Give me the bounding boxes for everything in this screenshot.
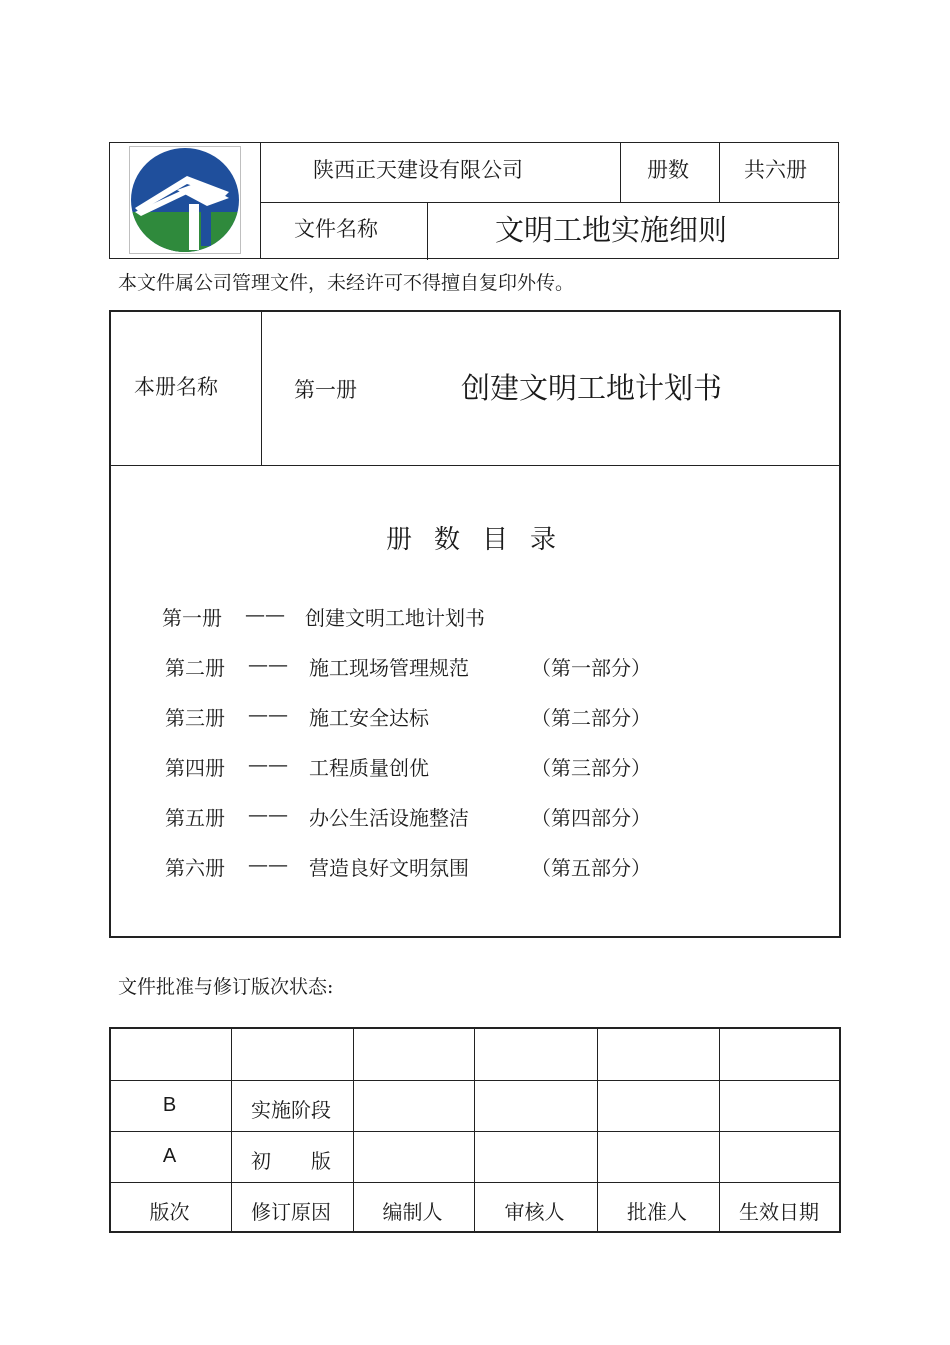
toc-item-dash: ——: [248, 702, 288, 726]
toc-item-name: 工程质量创优: [309, 756, 429, 780]
toc-item-volume: 第四册: [165, 756, 225, 780]
confidentiality-notice: 本文件属公司管理文件，未经许可不得擅自复印外传。: [118, 272, 575, 294]
revision-header-cell: 修订原因: [251, 1200, 331, 1224]
toc-item-volume: 第六册: [165, 856, 225, 880]
toc-item-name: 施工安全达标: [309, 706, 429, 730]
revision-label: 文件批准与修订版次状态:: [118, 976, 334, 998]
toc-item-dash: ——: [248, 652, 288, 676]
toc-item: [0, 852, 950, 880]
toc-item-part: （第五部分）: [531, 856, 651, 880]
toc-item-name: 办公生活设施整洁: [309, 806, 469, 830]
revision-header-cell: 版次: [149, 1200, 190, 1224]
toc-item-part: （第三部分）: [531, 756, 651, 780]
doc-name: 文明工地实施细则: [495, 213, 728, 247]
toc-item-volume: 第三册: [165, 706, 225, 730]
toc-item: [0, 602, 950, 630]
revision-header-cell: 编制人: [382, 1200, 443, 1224]
toc-item-dash: ——: [248, 752, 288, 776]
volumes-label: 册数: [647, 158, 689, 182]
volume-number: 第一册: [294, 378, 357, 402]
toc-item: [0, 702, 950, 730]
toc-item-name: 营造良好文明氛围: [309, 856, 469, 880]
toc-item-dash: ——: [248, 802, 288, 826]
revision-header-cell: 批准人: [627, 1200, 687, 1224]
revision-cell: A: [162, 1145, 177, 1167]
volume-label: 本册名称: [134, 375, 218, 399]
toc-item-part: （第二部分）: [531, 706, 651, 730]
doc-name-label: 文件名称: [294, 217, 378, 241]
toc-item: [0, 802, 950, 830]
revision-cell: B: [162, 1094, 177, 1116]
revision-header-cell: 审核人: [504, 1200, 565, 1224]
toc-item-dash: ——: [245, 602, 285, 626]
revision-cell: 实施阶段: [251, 1098, 331, 1122]
toc-item-part: （第四部分）: [531, 806, 651, 830]
revision-header-cell: 生效日期: [739, 1200, 819, 1224]
toc-item-dash: ——: [248, 852, 288, 876]
company-logo: [129, 146, 241, 254]
toc-item-volume: 第二册: [165, 656, 225, 680]
toc-item-name: 施工现场管理规范: [309, 656, 469, 680]
toc-item-volume: 第五册: [165, 806, 225, 830]
toc-item-volume: 第一册: [162, 606, 222, 630]
toc-title: 册数目录: [386, 525, 579, 555]
volume-title: 创建文明工地计划书: [461, 371, 723, 405]
toc-item: [0, 752, 950, 780]
revision-cell: 初 版: [251, 1149, 331, 1173]
toc-item-part: （第一部分）: [531, 656, 651, 680]
volumes-value: 共六册: [744, 158, 807, 182]
toc-item-name: 创建文明工地计划书: [305, 606, 485, 630]
toc-item: [0, 652, 950, 680]
company-name: 陕西正天建设有限公司: [313, 158, 523, 182]
